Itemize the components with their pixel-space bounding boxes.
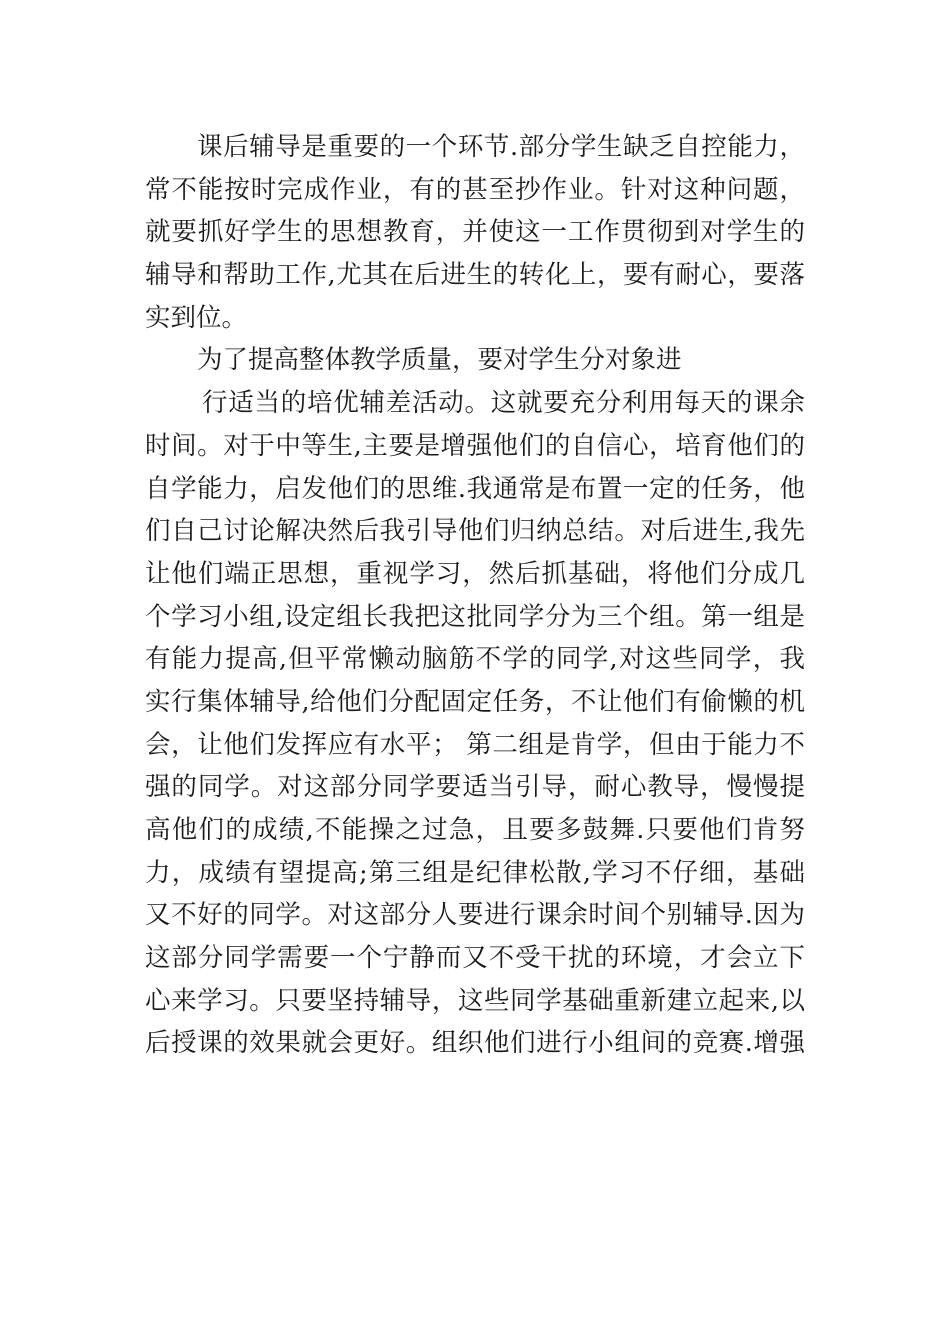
text-line: 力，成绩有望提高;第三组是纪律松散,学习不仔细，基础 <box>145 857 805 888</box>
text-line: 个学习小组,设定组长我把这批同学分为三个组。第一组是 <box>145 601 805 632</box>
text-line: 时间。对于中等生,主要是增强他们的自信心，培育他们的 <box>145 430 805 461</box>
text-line: 又不好的同学。对这部分人要进行课余时间个别辅导.因为 <box>145 900 805 931</box>
text-line: 就要抓好学生的思想教育，并使这一工作贯彻到对学生的 <box>145 217 805 248</box>
body-text <box>145 126 805 1065</box>
text-line: 后授课的效果就会更好。组织他们进行小组间的竞赛.增强 <box>145 1028 805 1059</box>
text-line: 常不能按时完成作业，有的甚至抄作业。针对这种问题， <box>145 174 805 205</box>
text-line: 实行集体辅导,给他们分配固定任务，不让他们有偷懒的机 <box>145 686 805 717</box>
text-line: 让他们端正思想，重视学习，然后抓基础，将他们分成几 <box>145 558 805 589</box>
text-line: 们自己讨论解决然后我引导他们归纳总结。对后进生,我先 <box>145 516 805 547</box>
text-line: 心来学习。只要坚持辅导，这些同学基础重新建立起来,以 <box>145 985 805 1016</box>
text-line: 辅导和帮助工作,尤其在后进生的转化上，要有耐心，要落 <box>145 260 805 291</box>
text-line: 高他们的成绩,不能操之过急，且要多鼓舞.只要他们肯努 <box>145 815 805 845</box>
text-line: 为了提高整体教学质量，要对学生分对象进 <box>197 345 682 376</box>
text-line: 这部分同学需要一个宁静而又不受干扰的环境，才会立下 <box>145 943 805 974</box>
text-line: 有能力提高,但平常懒动脑筋不学的同学,对这些同学，我 <box>145 644 805 675</box>
text-line: 自学能力，启发他们的思维.我通常是布置一定的任务，他 <box>145 473 805 504</box>
text-line: 强的同学。对这部分同学要适当引导，耐心教导，慢慢提 <box>145 772 805 803</box>
text-line: 实到位。 <box>145 302 248 333</box>
text-line: 课后辅导是重要的一个环节.部分学生缺乏自控能力， <box>197 132 805 162</box>
text-line: 行适当的培优辅差活动。这就要充分利用每天的课余 <box>202 388 805 419</box>
text-line: 会，让他们发挥应有水平； 第二组是肯学，但由于能力不 <box>145 729 805 760</box>
